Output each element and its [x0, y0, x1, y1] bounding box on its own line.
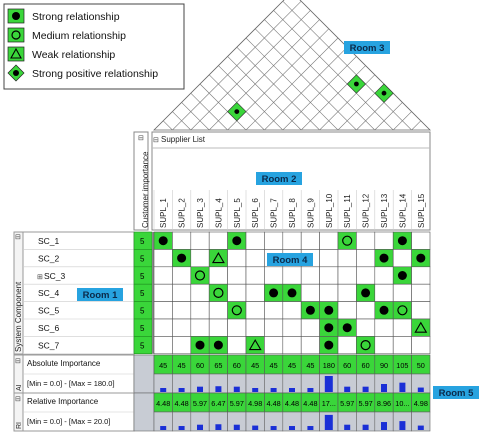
relative-importance-bar — [289, 426, 295, 430]
absolute-importance-bar — [418, 388, 424, 392]
absolute-importance-value: 60 — [232, 361, 241, 370]
strong-relationship-icon — [306, 306, 315, 315]
room3-label: Room 3 — [349, 43, 385, 54]
strong-relationship-icon — [416, 254, 425, 263]
absolute-importance-value: 45 — [159, 361, 168, 370]
matrix-cell — [172, 302, 190, 319]
absolute-importance-value: 45 — [287, 361, 297, 370]
customer-importance-value: 5 — [140, 306, 145, 316]
legend-label: Weak relationship — [32, 49, 116, 61]
matrix-cell — [228, 284, 246, 301]
matrix-cell — [375, 267, 393, 284]
matrix-cell — [301, 319, 319, 336]
relative-importance-bar — [381, 422, 387, 430]
strong-relationship-icon — [343, 323, 352, 332]
supplier-label: SUPL_4 — [214, 198, 224, 228]
supplier-label: SUPL_1 — [159, 198, 169, 228]
matrix-cell — [154, 336, 172, 353]
component-label: SC_7 — [38, 340, 60, 351]
relative-importance-value: 4.48 — [156, 399, 171, 408]
relative-importance-bar — [179, 426, 185, 430]
relative-importance-value: 17... — [321, 399, 336, 408]
relative-importance-bar — [363, 425, 369, 430]
absolute-importance-value: 180 — [322, 361, 335, 370]
absolute-importance-label: Absolute Importance — [27, 359, 101, 368]
absolute-importance-bar — [271, 388, 277, 392]
matrix-cell — [320, 249, 338, 266]
supplier-label: SUPL_10 — [324, 193, 334, 228]
matrix-cell — [191, 267, 209, 284]
relative-importance-value: 6.47 — [211, 399, 226, 408]
supplier-label: SUPL_15 — [416, 193, 426, 228]
matrix-cell — [191, 284, 209, 301]
customer-importance-label: Customer importance — [141, 151, 150, 228]
matrix-cell — [209, 302, 227, 319]
matrix-cell — [301, 232, 319, 249]
matrix-cell — [246, 319, 264, 336]
absolute-importance-value: 45 — [306, 361, 315, 370]
absolute-importance-value: 90 — [379, 361, 389, 370]
absolute-importance-bar — [363, 387, 369, 392]
absolute-importance-bar — [179, 388, 185, 392]
matrix-cell — [393, 249, 411, 266]
absolute-importance-side-label: AI — [16, 384, 23, 391]
absolute-importance-bar — [307, 388, 313, 392]
component-label: SC_6 — [38, 323, 60, 333]
absolute-importance-value: 60 — [361, 361, 370, 370]
absolute-importance-bar — [234, 387, 240, 392]
matrix-cell — [246, 232, 264, 249]
strong-relationship-icon — [380, 306, 389, 315]
matrix-cell — [356, 302, 374, 319]
absolute-importance-value: 65 — [214, 361, 223, 370]
dot-icon — [13, 70, 19, 76]
absolute-importance-bar — [160, 388, 166, 392]
relative-importance-value: 5.97 — [192, 399, 208, 408]
importance-rows — [14, 355, 430, 431]
strong-relationship-icon — [269, 288, 278, 297]
matrix-cell — [301, 267, 319, 284]
relative-importance-value: 4.48 — [303, 399, 318, 408]
strong-relationship-icon — [398, 271, 407, 280]
relative-importance-side-label: RI — [16, 422, 23, 429]
relative-importance-bar — [325, 415, 333, 430]
matrix-cell — [246, 267, 264, 284]
relative-importance-bar — [344, 425, 350, 430]
strong-relationship-icon — [324, 323, 333, 332]
absolute-importance-value: 45 — [251, 361, 260, 370]
legend-label: Strong positive relationship — [32, 68, 159, 80]
strong-relationship-icon — [232, 236, 241, 245]
matrix-cell — [191, 302, 209, 319]
supplier-label: SUPL_8 — [288, 198, 297, 228]
matrix-cell — [412, 336, 430, 353]
matrix-cell — [320, 232, 338, 249]
matrix-cell — [246, 249, 264, 266]
matrix-cell — [338, 232, 356, 249]
matrix-cell — [154, 302, 172, 319]
matrix-cell — [228, 319, 246, 336]
absolute-importance-value: 60 — [343, 361, 352, 370]
filled-circle-icon — [12, 12, 20, 20]
strong-relationship-icon — [214, 341, 223, 350]
matrix-cell — [338, 284, 356, 301]
customer-importance-value: 5 — [140, 289, 145, 299]
matrix-cell — [191, 249, 209, 266]
matrix-cell — [338, 336, 356, 353]
matrix-cell — [172, 336, 190, 353]
absolute-importance-bar — [399, 383, 405, 392]
relative-importance-value: 4.98 — [413, 399, 428, 408]
component-label: SC_2 — [38, 253, 60, 264]
matrix-cell — [283, 232, 301, 249]
strong-relationship-icon — [159, 236, 168, 245]
relative-importance-label: Relative Importance — [27, 397, 99, 406]
relative-importance-range-label: [Min = 0.0] - [Max = 20.0] — [27, 417, 111, 426]
absolute-importance-value: 45 — [177, 361, 186, 370]
component-label: SC_4 — [38, 288, 60, 299]
matrix-cell — [301, 336, 319, 353]
matrix-cell — [283, 319, 301, 336]
strong-relationship-icon — [398, 236, 407, 245]
svg-text:⊟: ⊟ — [15, 358, 21, 365]
relative-importance-bar — [418, 426, 424, 430]
relative-importance-value: 5.97 — [340, 399, 355, 408]
relative-importance-value: 4.98 — [248, 399, 263, 408]
matrix-cell — [283, 336, 301, 353]
supplier-label: SUPL_7 — [269, 198, 279, 228]
system-component-label: System Component — [14, 281, 23, 352]
absolute-importance-bar — [252, 388, 258, 392]
absolute-importance-value: 45 — [269, 361, 278, 370]
relative-importance-value: 4.48 — [174, 399, 189, 408]
matrix-cell — [375, 284, 393, 301]
relationship-matrix — [134, 232, 430, 354]
matrix-cell — [320, 267, 338, 284]
room5-label: Room 5 — [438, 388, 474, 399]
strong-relationship-icon — [288, 288, 297, 297]
relative-importance-bar — [197, 425, 203, 430]
supplier-label: SUPL_6 — [251, 198, 261, 228]
svg-text:⊟: ⊟ — [153, 137, 159, 144]
legend-item-weak — [8, 47, 115, 61]
dot-icon — [234, 109, 239, 114]
strong-relationship-icon — [324, 341, 333, 350]
matrix-cell — [246, 302, 264, 319]
strong-relationship-icon — [196, 341, 205, 350]
relative-importance-bar — [215, 424, 221, 430]
relative-importance-value: 10... — [395, 399, 410, 408]
matrix-cell — [412, 284, 430, 301]
matrix-cell — [172, 284, 190, 301]
matrix-cell — [172, 319, 190, 336]
matrix-cell — [393, 319, 411, 336]
legend — [4, 4, 184, 89]
matrix-cell — [393, 284, 411, 301]
green-square-icon — [8, 28, 24, 42]
svg-text:⊟: ⊟ — [138, 135, 144, 142]
matrix-cell — [338, 267, 356, 284]
matrix-cell — [191, 319, 209, 336]
dot-icon — [354, 82, 359, 87]
relative-importance-bar — [234, 425, 240, 430]
supplier-label: SUPL_14 — [398, 193, 408, 228]
component-label: SC_5 — [38, 305, 60, 316]
relative-importance-bar — [399, 421, 405, 430]
component-label: SC_3 — [44, 270, 66, 281]
matrix-cell — [301, 284, 319, 301]
legend-label: Medium relationship — [32, 30, 126, 42]
supplier-label: SUPL_9 — [306, 198, 316, 228]
absolute-importance-value: 60 — [195, 361, 205, 370]
customer-importance-value: 5 — [140, 271, 145, 281]
absolute-importance-bar — [289, 388, 295, 392]
room2-label: Room 2 — [261, 174, 297, 185]
absolute-importance-bar — [197, 387, 203, 392]
svg-text:⊟: ⊟ — [15, 234, 21, 241]
matrix-cell — [228, 267, 246, 284]
absolute-importance-range-label: [Min = 0.0] - [Max = 180.0] — [27, 379, 115, 388]
relative-importance-value: 4.48 — [266, 399, 281, 408]
supplier-label: SUPL_5 — [232, 198, 242, 228]
matrix-cell — [375, 232, 393, 249]
supplier-label: SUPL_2 — [177, 198, 187, 228]
matrix-cell — [356, 232, 374, 249]
room4-label: Room 4 — [272, 255, 308, 266]
matrix-cell — [154, 284, 172, 301]
strong-relationship-icon — [380, 254, 389, 263]
matrix-cell — [356, 249, 374, 266]
matrix-cell — [228, 336, 246, 353]
matrix-cell — [209, 319, 227, 336]
matrix-cell — [320, 284, 338, 301]
matrix-cell — [412, 232, 430, 249]
matrix-cell — [172, 232, 190, 249]
absolute-importance-value: 105 — [396, 361, 409, 370]
supplier-label: SUPL_3 — [196, 198, 205, 228]
relative-importance-bar — [252, 426, 258, 430]
matrix-cell — [172, 267, 190, 284]
component-label: SC_1 — [38, 236, 60, 246]
matrix-cell — [338, 249, 356, 266]
customer-importance-value: 5 — [140, 254, 145, 264]
matrix-cell — [154, 249, 172, 266]
expand-icon[interactable]: ⊞ — [37, 273, 43, 281]
matrix-cell — [191, 232, 209, 249]
matrix-cell — [209, 232, 227, 249]
customer-importance-value: 5 — [140, 237, 145, 246]
relative-importance-bar — [307, 426, 313, 430]
room1-label: Room 1 — [82, 290, 118, 301]
supplier-list-title: Supplier List — [161, 135, 206, 144]
matrix-cell — [283, 302, 301, 319]
absolute-importance-value: 50 — [416, 361, 425, 370]
legend-label: Strong relationship — [32, 11, 120, 23]
absolute-importance-bar — [344, 387, 350, 392]
matrix-cell — [393, 302, 411, 319]
supplier-label: SUPL_11 — [343, 194, 353, 228]
matrix-cell — [283, 267, 301, 284]
relative-importance-value: 5.97 — [229, 399, 244, 408]
matrix-cell — [209, 284, 227, 301]
matrix-cell — [264, 302, 282, 319]
relative-importance-bar — [160, 426, 166, 430]
matrix-cell — [246, 284, 264, 301]
matrix-cell — [154, 319, 172, 336]
matrix-cell — [412, 302, 430, 319]
absolute-importance-bar — [325, 376, 333, 392]
strong-relationship-icon — [324, 306, 333, 315]
matrix-cell — [209, 267, 227, 284]
relative-importance-value: 8.96 — [376, 399, 392, 408]
absolute-importance-bar — [381, 384, 387, 392]
matrix-cell — [356, 267, 374, 284]
correlation-roof — [154, 0, 430, 130]
matrix-cell — [264, 267, 282, 284]
dot-icon — [382, 91, 387, 96]
relative-importance-value: 4.48 — [284, 399, 300, 408]
supplier-label: SUPL_13 — [380, 193, 389, 228]
matrix-cell — [338, 302, 356, 319]
matrix-cell — [356, 336, 374, 353]
matrix-cell — [393, 336, 411, 353]
relative-importance-bar — [271, 426, 277, 430]
matrix-cell — [264, 336, 282, 353]
svg-text:⊟: ⊟ — [15, 396, 21, 403]
customer-importance-value: 5 — [140, 341, 145, 351]
matrix-cell — [264, 319, 282, 336]
supplier-label: SUPL_12 — [361, 193, 371, 228]
strong-relationship-icon — [361, 288, 370, 297]
customer-importance-value: 5 — [140, 324, 145, 333]
relative-importance-value: 5.97 — [358, 399, 373, 408]
matrix-cell — [375, 336, 393, 353]
absolute-importance-bar — [215, 386, 221, 392]
matrix-cell — [375, 319, 393, 336]
matrix-cell — [264, 232, 282, 249]
matrix-cell — [154, 267, 172, 284]
matrix-cell — [356, 319, 374, 336]
matrix-cell — [412, 267, 430, 284]
matrix-cell — [228, 302, 246, 319]
strong-relationship-icon — [177, 254, 186, 263]
matrix-cell — [228, 249, 246, 266]
